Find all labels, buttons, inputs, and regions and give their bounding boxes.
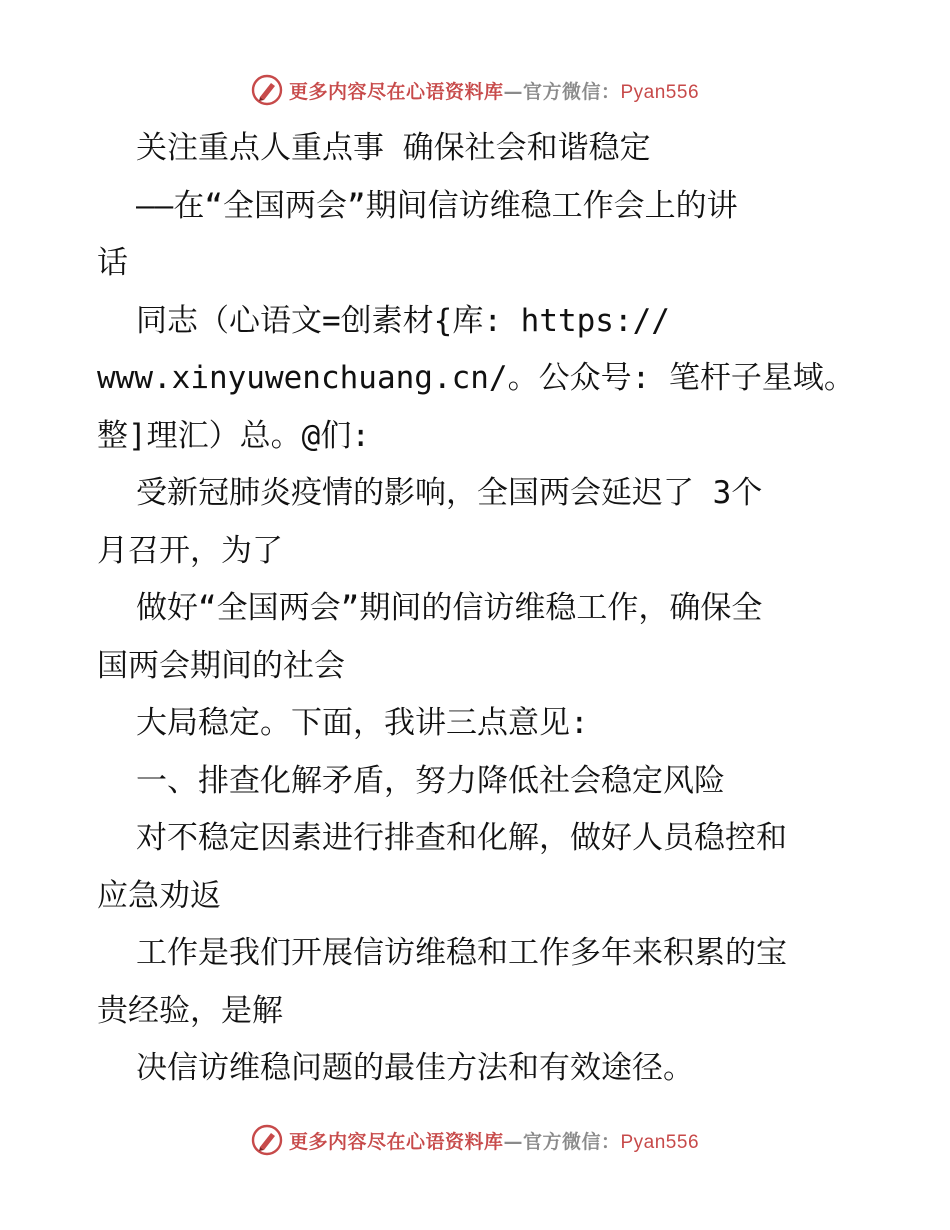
- text-line: 国两会期间的社会: [97, 647, 345, 684]
- text-line: 做好“全国两会”期间的信访维稳工作，确保全: [136, 590, 763, 626]
- watermark-handle: Pyan556: [620, 81, 700, 103]
- watermark-main: 更多内容尽在心语资料库: [288, 1130, 504, 1153]
- text-line: 同志（心语文=创素材{库: https://: [136, 302, 670, 339]
- text-line: 决信访维稳问题的最佳方法和有效途径。: [136, 1050, 694, 1086]
- text-line: 对不稳定因素进行排查和化解，做好人员稳控和: [136, 820, 787, 856]
- watermark-sub: 官方微信：: [522, 1130, 621, 1153]
- pen-logo-icon: [251, 1124, 283, 1156]
- watermark-dash: —: [503, 1130, 523, 1153]
- pen-logo-icon: [251, 74, 283, 106]
- header-watermark: [0, 70, 950, 110]
- text-line: 应急劝返: [97, 877, 221, 914]
- watermark-main: 更多内容尽在心语资料库: [288, 80, 504, 103]
- text-line: 一、排查化解矛盾，努力降低社会稳定风险: [136, 762, 725, 799]
- document-body: [97, 120, 857, 1098]
- watermark-group: [251, 1124, 699, 1156]
- text-line: 贵经验，是解: [97, 992, 283, 1029]
- watermark-sub: 官方微信：: [522, 80, 621, 103]
- text-line: ——在“全国两会”期间信访维稳工作会上的讲: [136, 187, 738, 224]
- text-line: 关注重点人重点事 确保社会和谐稳定: [136, 130, 651, 166]
- watermark-group: [251, 74, 699, 106]
- footer-watermark: [0, 1120, 950, 1160]
- watermark-text: [289, 77, 699, 104]
- text-line: 工作是我们开展信访维稳和工作多年来积累的宝: [136, 935, 787, 971]
- text-line: 月召开，为了: [97, 532, 283, 569]
- text-line: 话: [97, 245, 128, 281]
- text-line: 大局稳定。下面，我讲三点意见:: [136, 705, 589, 741]
- text-line: www.xinyuwenchuang.cn/。公众号: 笔杆子星域。: [97, 360, 855, 396]
- watermark-text: [289, 1127, 699, 1154]
- text-line: 受新冠肺炎疫情的影响，全国两会延迟了 3个: [136, 475, 763, 511]
- watermark-dash: —: [503, 80, 523, 103]
- text-line: 整]理汇）总。@们:: [97, 417, 370, 454]
- watermark-handle: Pyan556: [620, 1131, 700, 1153]
